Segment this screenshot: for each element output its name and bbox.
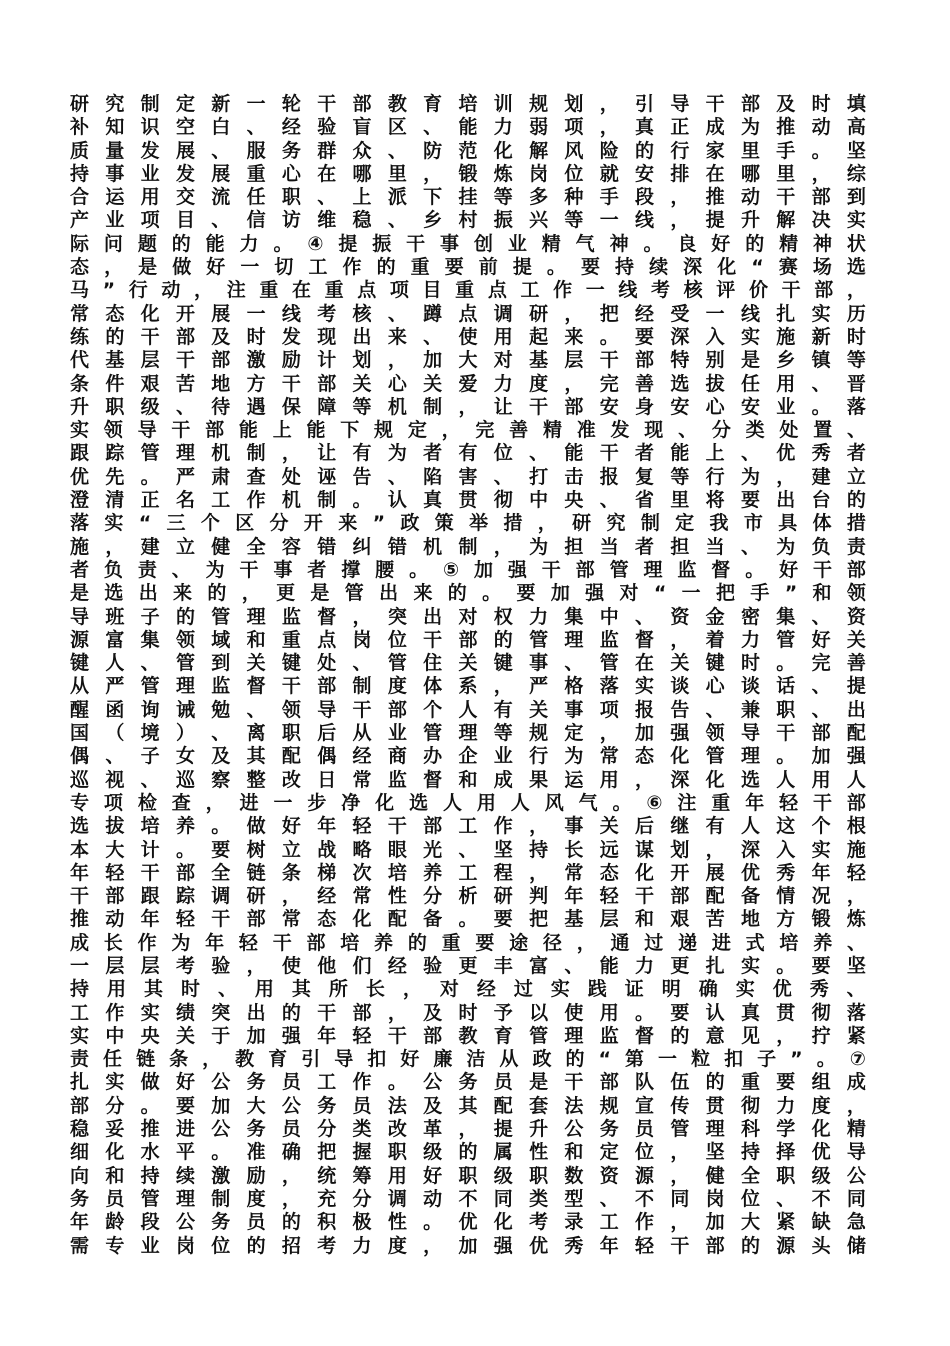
text-line: 实 领 导 干 部 能 上 能 下 规 定 ， 完 善 精 准 发 现 、 分 类 处 置 、: [70, 419, 866, 442]
text-line: 需 专 业 岗 位 的 招 考 力 度 ， 加 强 优 秀 年 轻 干 部 的 源 头 储: [70, 1234, 866, 1257]
text-line: 者 负 责 、 为 干 事 者 撑 腰 。 ⑤ 加 强 干 部 管 理 监 督 。 好 干 部: [70, 558, 866, 581]
text-line: 向 和 持 续 激 励 ， 统 筹 用 好 职 级 职 数 资 源 ， 健 全 职 级 公: [70, 1164, 866, 1187]
text-line: 推 动 年 轻 干 部 常 态 化 配 备 。 要 把 基 层 和 艰 苦 地 方 锻 炼: [70, 908, 866, 931]
text-line: 是 选 出 来 的 ， 更 是 管 出 来 的 。 要 加 强 对 “ 一 把 手 ” 和 领: [70, 582, 866, 605]
text-line: 练 的 干 部 及 时 发 现 出 来 、 使 用 起 来 。 要 深 入 实 施 新 时: [70, 325, 866, 348]
text-line: 落 实 “ 三 个 区 分 开 来 ” 政 策 举 措 ， 研 究 制 定 我 市 具 体 措: [70, 512, 866, 535]
text-line: 成 长 作 为 年 轻 干 部 培 养 的 重 要 途 径 ， 通 过 递 进 式 培 养 、: [70, 931, 866, 954]
text-line: 责 任 链 条 ， 教 育 引 导 扣 好 廉 洁 从 政 的 “ 第 一 粒 扣 子 ” 。 ⑦: [70, 1048, 866, 1071]
text-line: 产 业 项 目 、 信 访 维 稳 、 乡 村 振 兴 等 一 线 ， 提 升 解 决 实: [70, 209, 866, 232]
text-line: 扎 实 做 好 公 务 员 工 作 。 公 务 员 是 干 部 队 伍 的 重 要 组 成: [70, 1071, 866, 1094]
text-line: 常 态 化 开 展 一 线 考 核 、 蹲 点 调 研 ， 把 经 受 一 线 扎 实 历: [70, 302, 866, 325]
text-line: 实 中 央 关 于 加 强 年 轻 干 部 教 育 管 理 监 督 的 意 见 ， 拧 紧: [70, 1024, 866, 1047]
text-line: 国 （ 境 ） 、 离 职 后 从 业 管 理 等 规 定 ， 加 强 领 导 干 部 配: [70, 722, 866, 745]
text-line: 巡 视 、 巡 察 整 改 日 常 监 督 和 成 果 运 用 ， 深 化 选 人 用 人: [70, 768, 866, 791]
text-line: 工 作 实 绩 突 出 的 干 部 ， 及 时 予 以 使 用 。 要 认 真 贯 彻 落: [70, 1001, 866, 1024]
text-line: 质 量 发 展 、 服 务 群 众 、 防 范 化 解 风 险 的 行 家 里 手 。 坚: [70, 139, 866, 162]
text-line: 细 化 水 平 。 准 确 把 握 职 级 的 属 性 和 定 位 ， 坚 持 择 优 导: [70, 1141, 866, 1164]
text-line: 马 ” 行 动 ， 注 重 在 重 点 项 目 重 点 工 作 一 线 考 核 评 价 干 部 ，: [70, 279, 866, 302]
text-line: 代 基 层 干 部 激 励 计 划 ， 加 大 对 基 层 干 部 特 别 是 乡 镇 等: [70, 349, 866, 372]
text-line: 专 项 检 查 ， 进 一 步 净 化 选 人 用 人 风 气 。 ⑥ 注 重 年 轻 干 部: [70, 791, 866, 814]
text-line: 优 先 。 严 肃 查 处 诬 告 、 陷 害 、 打 击 报 复 等 行 为 ， 建 立: [70, 465, 866, 488]
text-line: 补 知 识 空 白 、 经 验 盲 区 、 能 力 弱 项 ， 真 正 成 为 推 动 高: [70, 116, 866, 139]
text-line: 升 职 级 、 待 遇 保 障 等 机 制 ， 让 干 部 安 身 安 心 安 业 。 落: [70, 395, 866, 418]
text-line: 稳 妥 推 进 公 务 员 分 类 改 革 ， 提 升 公 务 员 管 理 科 学 化 精: [70, 1118, 866, 1141]
text-line: 条 件 艰 苦 地 方 干 部 关 心 关 爱 力 度 ， 完 善 选 拔 任 用 、 晋: [70, 372, 866, 395]
text-line: 研 究 制 定 新 一 轮 干 部 教 育 培 训 规 划 ， 引 导 干 部 及 时 填: [70, 93, 866, 115]
text-line: 持 用 其 时 、 用 其 所 长 ， 对 经 过 实 践 证 明 确 实 优 秀 、: [70, 978, 866, 1001]
text-line: 际 问 题 的 能 力 。 ④ 提 振 干 事 创 业 精 气 神 。 良 好 的 精 神 状: [70, 232, 866, 255]
text-line: 键 人 、 管 到 关 键 处 、 管 住 关 键 事 、 管 在 关 键 时 。 完 善: [70, 652, 866, 675]
text-line: 一 层 层 考 验 ， 使 他 们 经 验 更 丰 富 、 能 力 更 扎 实 。 要 坚: [70, 954, 866, 977]
text-line: 从 严 管 理 监 督 干 部 制 度 体 系 ， 严 格 落 实 谈 心 谈 话 、 提: [70, 675, 866, 698]
text-line: 偶 、 子 女 及 其 配 偶 经 商 办 企 业 行 为 常 态 化 管 理 。 加 强: [70, 745, 866, 768]
body-text: [70, 93, 866, 1258]
text-line: 本 大 计 。 要 树 立 战 略 眼 光 、 坚 持 长 远 谋 划 ， 深 入 实 施: [70, 838, 866, 861]
text-line: 年 轻 干 部 全 链 条 梯 次 培 养 工 程 ， 常 态 化 开 展 优 秀 年 轻: [70, 861, 866, 884]
text-line: 跟 踪 管 理 机 制 ， 让 有 为 者 有 位 、 能 干 者 能 上 、 优 秀 者: [70, 442, 866, 465]
text-line: 部 分 。 要 加 大 公 务 员 法 及 其 配 套 法 规 宣 传 贯 彻 力 度 ，: [70, 1094, 866, 1117]
text-line: 干 部 跟 踪 调 研 ， 经 常 性 分 析 研 判 年 轻 干 部 配 备 情 况 ，: [70, 885, 866, 908]
text-line: 态 ， 是 做 好 一 切 工 作 的 重 要 前 提 。 要 持 续 深 化 “ 赛 场 选: [70, 256, 866, 279]
text-line: 持 事 业 发 展 重 心 在 哪 里 ， 锻 炼 岗 位 就 安 排 在 哪 里 ， 综: [70, 162, 866, 185]
text-line: 醒 函 询 诫 勉 、 领 导 干 部 个 人 有 关 事 项 报 告 、 兼 职 、 出: [70, 698, 866, 721]
text-line: 选 拔 培 养 。 做 好 年 轻 干 部 工 作 ， 事 关 后 继 有 人 这 个 根: [70, 815, 866, 838]
text-line: 合 运 用 交 流 任 职 、 上 派 下 挂 等 多 种 手 段 ， 推 动 干 部 到: [70, 186, 866, 209]
text-line: 源 富 集 领 域 和 重 点 岗 位 干 部 的 管 理 监 督 ， 着 力 管 好 关: [70, 628, 866, 651]
text-line: 务 员 管 理 制 度 ， 充 分 调 动 不 同 类 型 、 不 同 岗 位 、 不 同: [70, 1187, 866, 1210]
text-line: 年 龄 段 公 务 员 的 积 极 性 。 优 化 考 录 工 作 ， 加 大 紧 缺 急: [70, 1211, 866, 1234]
text-line: 施 ， 建 立 健 全 容 错 纠 错 机 制 ， 为 担 当 者 担 当 、 为 负 责: [70, 535, 866, 558]
text-line: 导 班 子 的 管 理 监 督 ， 突 出 对 权 力 集 中 、 资 金 密 集 、 资: [70, 605, 866, 628]
text-line: 澄 清 正 名 工 作 机 制 。 认 真 贯 彻 中 央 、 省 里 将 要 出 台 的: [70, 489, 866, 512]
